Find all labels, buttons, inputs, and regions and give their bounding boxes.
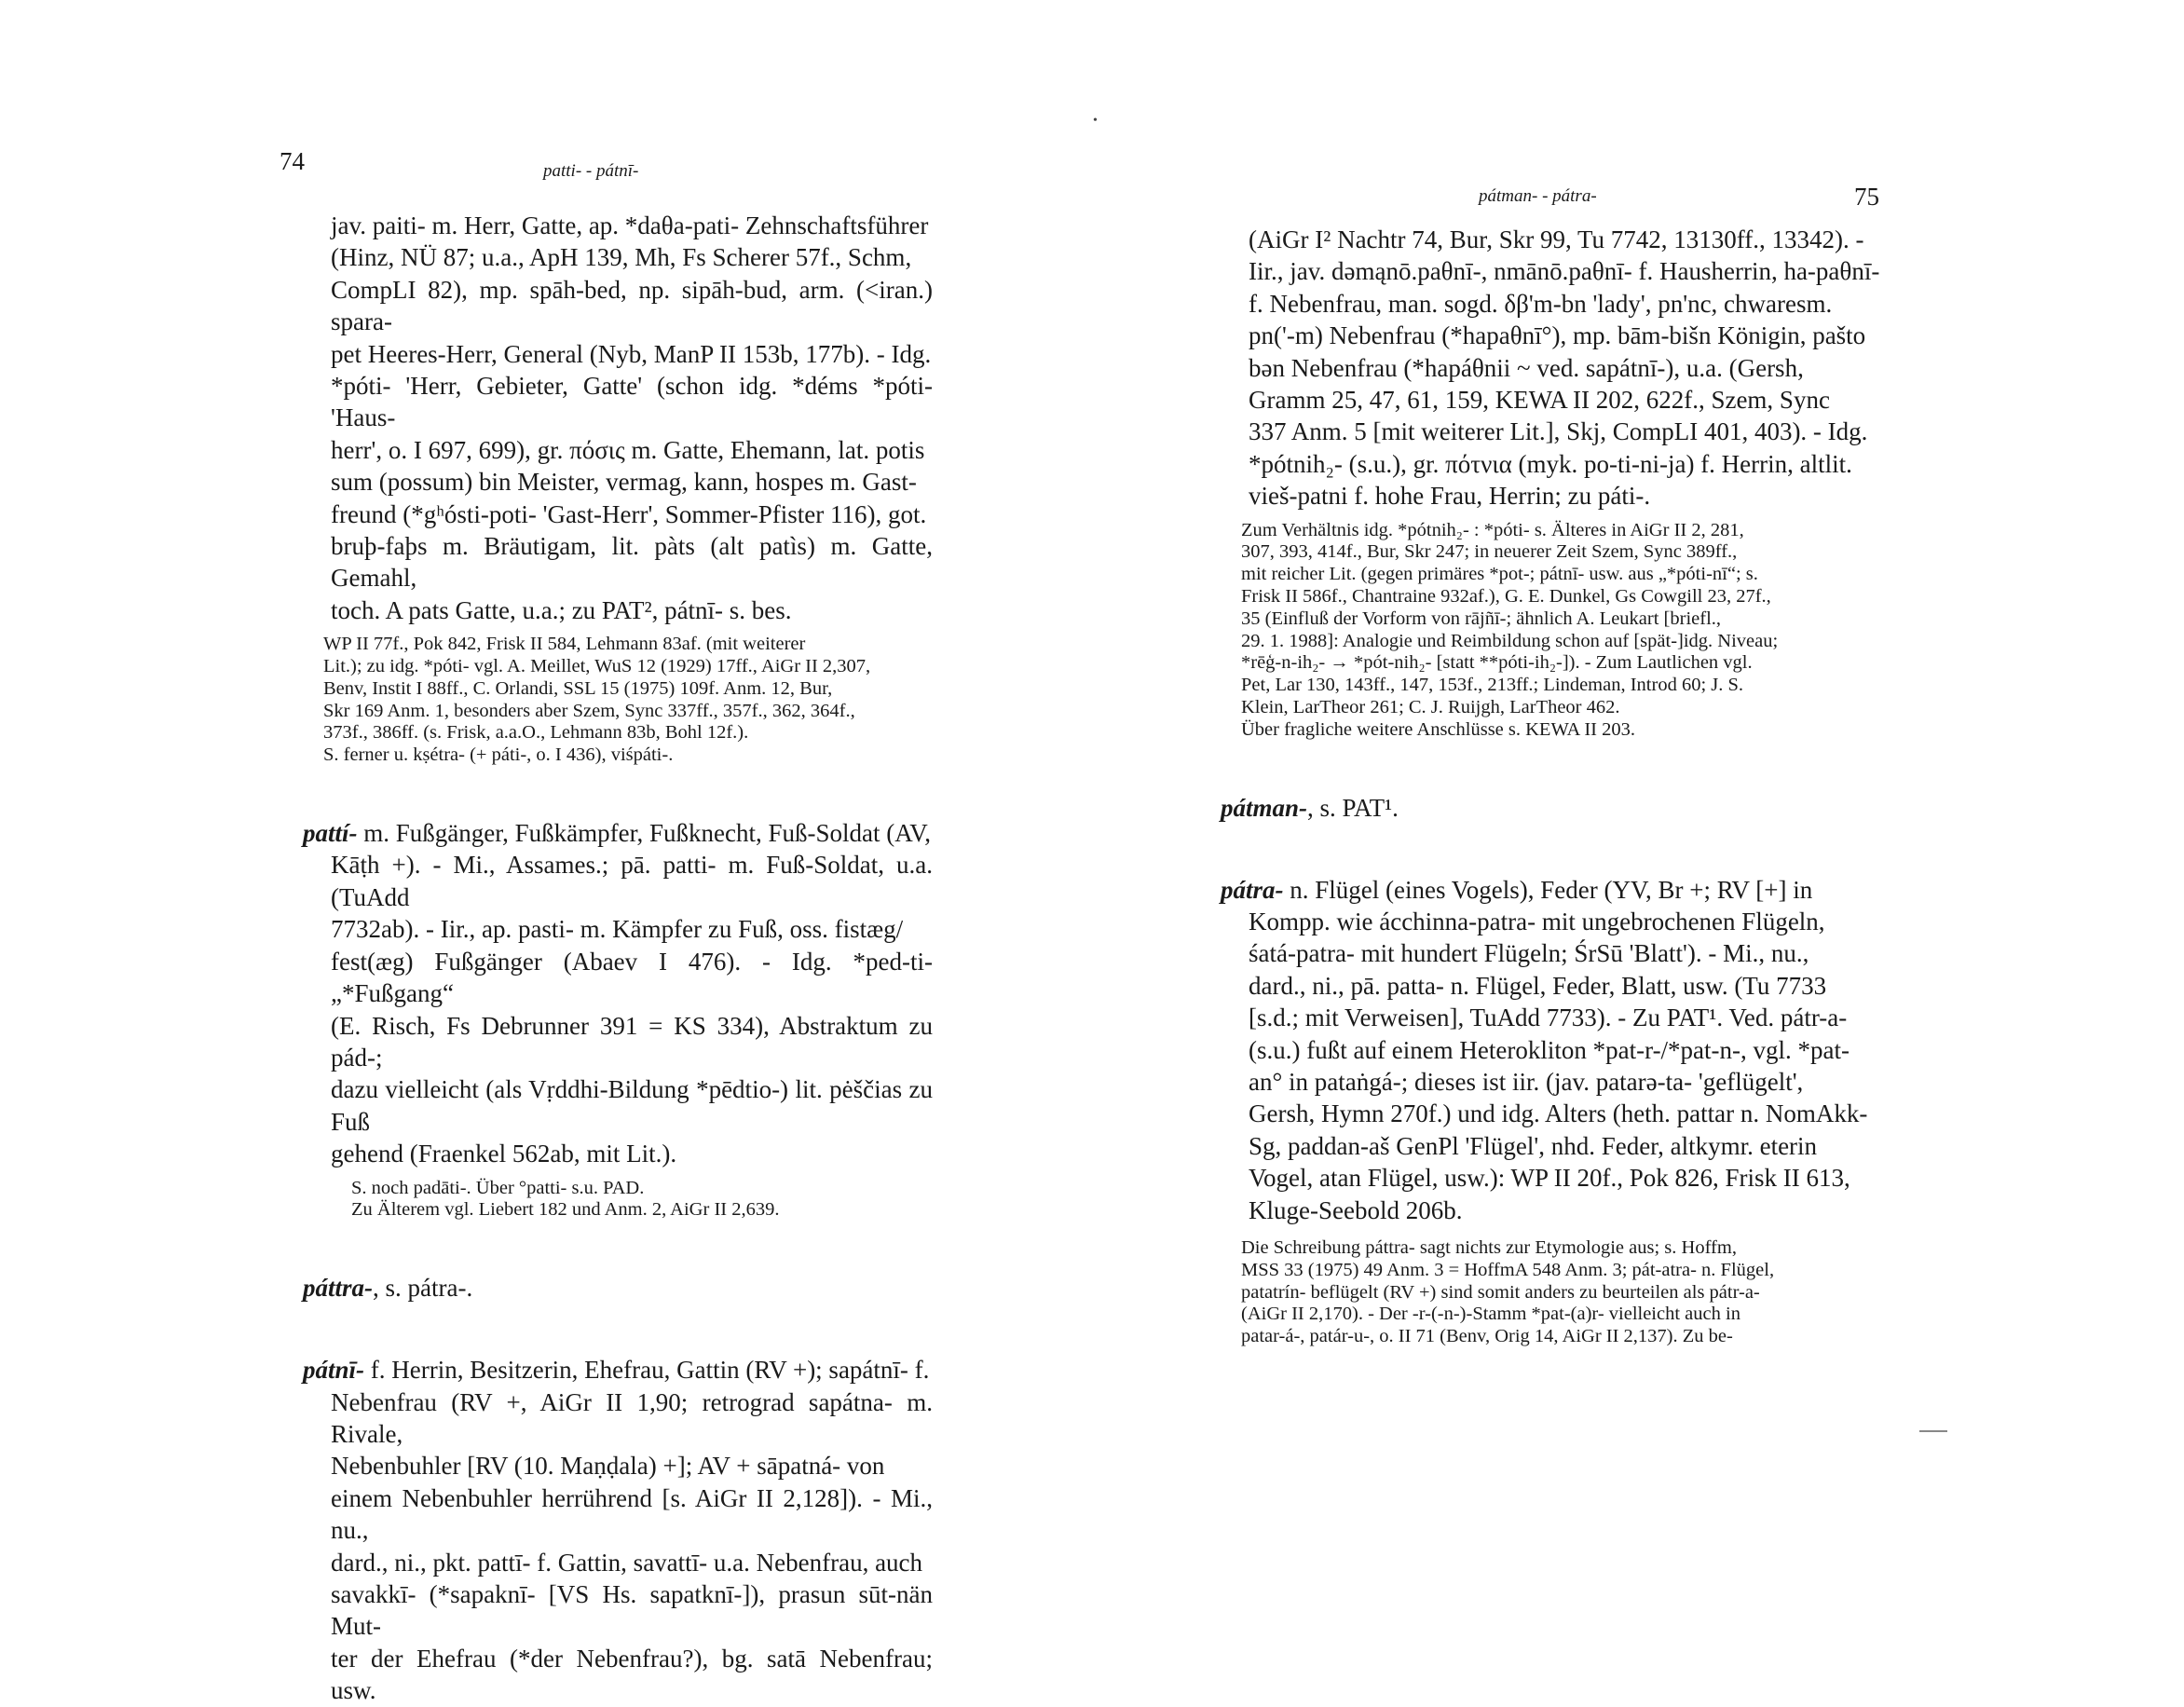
entry-continuation-text: jav. paiti- m. Herr, Gatte, ap. *daθa-pati- Zehnschaftsführer (Hinz, NÜ 87; u.a., ApH 139, Mh, Fs Scherer 57f., Schm, CompLI 82), mp. spāh-bed, np. sipāh-bud, arm. (<iran.) spara- pet Heeres-Herr, General (Nyb, ManP II 153b, 177b). - Idg. *póti- 'Herr, Gebieter, Gatte' (schon idg. *déms *póti- 'Haus- herr', o. I 697, 699), gr. πόσις m. Gatte, Ehemann, lat. potis sum (possum) bin Meister, vermag, kann, hospes m. Gast- freund (*gʰósti-poti- 'Gast-Herr', Sommer-Pfister 116), got. bruþ-faþs m. Bräutigam, lit. pàts (alt patìs) m. Gatte, Gemahl, toch. A pats Gatte, u.a.; zu PAT², pátnī- s. bes. — [331, 212, 933, 624]
running-head-right: pátman- - pátra- — [1479, 186, 1597, 206]
entry-pattra — [303, 1272, 933, 1304]
entry-patra — [1221, 874, 1897, 1226]
entry-patra-text: n. Flügel (eines Vogels), Feder (YV, Br +; RV [+] in Kompp. wie ácchinna-patra- mit ungebrochenen Flügeln, śatá-patra- mit hundert Flügeln; ŚrSū 'Blatt'). - Mi., nu., dard., ni., pā. patta- n. Flügel, Feder, Blatt, usw. (Tu 7733 [s.d.; mit Verweisen], TuAdd 7733). - Zu PAT¹. Ved. pátr-a- (s.u.) fußt auf einem Heterokliton *pat-r-/*pat-n-, vgl. *pat- an° in pataṅgá-; dieses ist iir. (jav. patarə-ta- 'geflügelt', Gersh, Hymn 270f.) und idg. Alters (heth. pattar n. NomAkk- Sg, paddan-aš GenPl 'Flügel', nhd. Feder, altkymr. eterin Vogel, atan Flügel, usw.): WP II 20f., Pok 826, Frisk II 613, Kluge-Seebold 206b. — [1249, 875, 1868, 1224]
entry-patti — [303, 817, 933, 1169]
entry-patman-text: , s. PAT¹. — [1307, 793, 1399, 822]
left-column — [303, 210, 933, 1707]
entry-patra-notes: Die Schreibung páttra- sagt nichts zur Etymologie aus; s. Hoffm, MSS 33 (1975) 49 Anm. 3 = HoffmA 548 Anm. 3; pát-atra- n. Flügel, patatrín- beflügelt (RV +) sind somit anders zu beurteilen als pátr-a- (AiGr II 2,170). - Der -r-(-n-)-Stamm *pat-(a)r- vielleicht auch in patar-á-, patár-u-, o. II 71 (Benv, Orig 14, AiGr II 2,137). Zu be- — [1241, 1237, 1775, 1347]
page-number-right: 75 — [1854, 183, 1879, 211]
bibliography-notes-right: Zum Verhältnis idg. *pótnih₂- : *póti- s. Älteres in AiGr II 2, 281, 307, 393, 414f., Bur, Skr 247; in neuerer Zeit Szem, Sync 389ff., mit reicher Lit. (gegen primäres *pot-; pátnī- usw. aus „*póti-nī“; s. Frisk II 586f., Chantraine 932af.), G. E. Dunkel, Gs Cowgill 23, 27f., 35 (Einfluß der Vorform von rājñī-; ähnlich A. Leukart [briefl., 29. 1. 1988]: Analogie und Reimbildung schon auf [spät-]idg. Niveau; *rēģ-n-ih₂- → *pót-nih₂- [statt **póti-ih₂-]). - Zum Lautlichen vgl. Pet, Lar 130, 143ff., 147, 153f., 213ff.; Lindeman, Introd 60; J. S. Klein, LarTheor 261; C. J. Ruijgh, LarTheor 462. Über fragliche weitere Anschlüsse s. KEWA II 203. — [1241, 519, 1779, 740]
left-page — [0, 0, 1092, 1705]
headword-patra: pátra- — [1221, 875, 1284, 904]
page-number-left: 74 — [280, 147, 305, 175]
entry-patti-notes: S. noch padāti-. Über °patti- s.u. PAD. Zu Älterem vgl. Liebert 182 und Anm. 2, AiGr II 2,639. — [351, 1177, 780, 1221]
running-head-left: patti- - pátnī- — [543, 161, 639, 181]
entry-continuation-text-right: (AiGr I² Nachtr 74, Bur, Skr 99, Tu 7742, 13130ff., 13342). - Iir., jav. dəmąnō.paθnī-, nmānō.paθnī- f. Hausherrin, ha-paθnī- f. Nebenfrau, man. sogd. δβ'm-bn 'lady', pn'nc, chwaresm. pn('-m) Nebenfrau (*hapaθnī°), mp. bām-bišn Königin, pašto bən Nebenfrau (*hapáθnii ~ ved. sapátnī-), u.a. (Gersh, Gramm 25, 47, 61, 159, KEWA II 202, 622f., Szem, Sync 337 Anm. 5 [mit weiterer Lit.], Skj, CompLI 401, 403). - Idg. *pótnih₂- (s.u.), gr. πότνια (myk. po-ti-ni-ja) f. Herrin, altlit. vieš-patni f. hohe Frau, Herrin; zu páti-. — [1249, 225, 1880, 511]
entry-pattra-text: , s. pátra-. — [373, 1274, 473, 1303]
headword-patti: pattí- — [303, 819, 358, 848]
bibliography-notes: WP II 77f., Pok 842, Frisk II 584, Lehmann 83af. (mit weiterer Lit.); zu idg. *póti- vgl. A. Meillet, WuS 12 (1929) 17ff., AiGr II 2,307, Benv, Instit I 88ff., C. Orlandi, SSL 15 (1975) 109f. Anm. 12, Bur, Skr 169 Anm. 1, besonders aber Szem, Sync 337ff., 357f., 362, 364f., 373f., 386ff. (s. Frisk, a.a.O., Lehmann 83b, Bohl 12f.). S. ferner u. kṣétra- (+ páti-, o. I 436), viśpáti-. — [323, 634, 871, 766]
scan-mark: • — [1093, 114, 1098, 128]
headword-pattra: páttra- — [303, 1274, 374, 1303]
headword-patni: pátnī- — [303, 1356, 365, 1385]
entry-patni — [303, 1354, 933, 1706]
right-column — [1221, 224, 1897, 1348]
entry-patman — [1221, 792, 1897, 824]
entry-patti-text: m. Fußgänger, Fußkämpfer, Fußknecht, Fuß-Soldat (AV, Kāṭh +). - Mi., Assames.; pā. patti- m. Fuß-Soldat, u.a. (TuAdd 7732ab). - Iir., ap. pasti- m. Kämpfer zu Fuß, oss. fistæg/ fest(æg) Fußgänger (Abaev I 476). - Idg. *ped-ti- „*Fußgang“ (E. Risch, Fs Debrunner 391 = KS 334), Abstraktum zu pád-; dazu vielleicht (als Vṛddhi-Bildung *pēdtio-) lit. pėščias zu Fuß gehend (Fraenkel 562ab, mit Lit.). — [331, 819, 933, 1168]
right-page — [1092, 0, 2184, 1543]
headword-patman: pátman- — [1221, 793, 1308, 822]
entry-patni-text: f. Herrin, Besitzerin, Ehefrau, Gattin (RV +); sapátnī- f. Nebenfrau (RV +, AiGr II 1,90; retrograd sapátna- m. Rivale, Nebenbuhler [RV (10. Maṇḍala) +]; AV + sāpatná- von einem Nebenbuhler herrührend [s. AiGr II 2,128]). - Mi., nu., dard., ni., pkt. pattī- f. Gattin, savattī- u.a. Nebenfrau, auch savakkī- (*sapaknī- [VS Hs. sapatknī-]), prasun sūt-nän Mut- ter der Ehefrau (*der Nebenfrau?), bg. satā Nebenfrau; usw. — [331, 1356, 933, 1705]
scan-smudge — [1919, 1430, 1947, 1432]
